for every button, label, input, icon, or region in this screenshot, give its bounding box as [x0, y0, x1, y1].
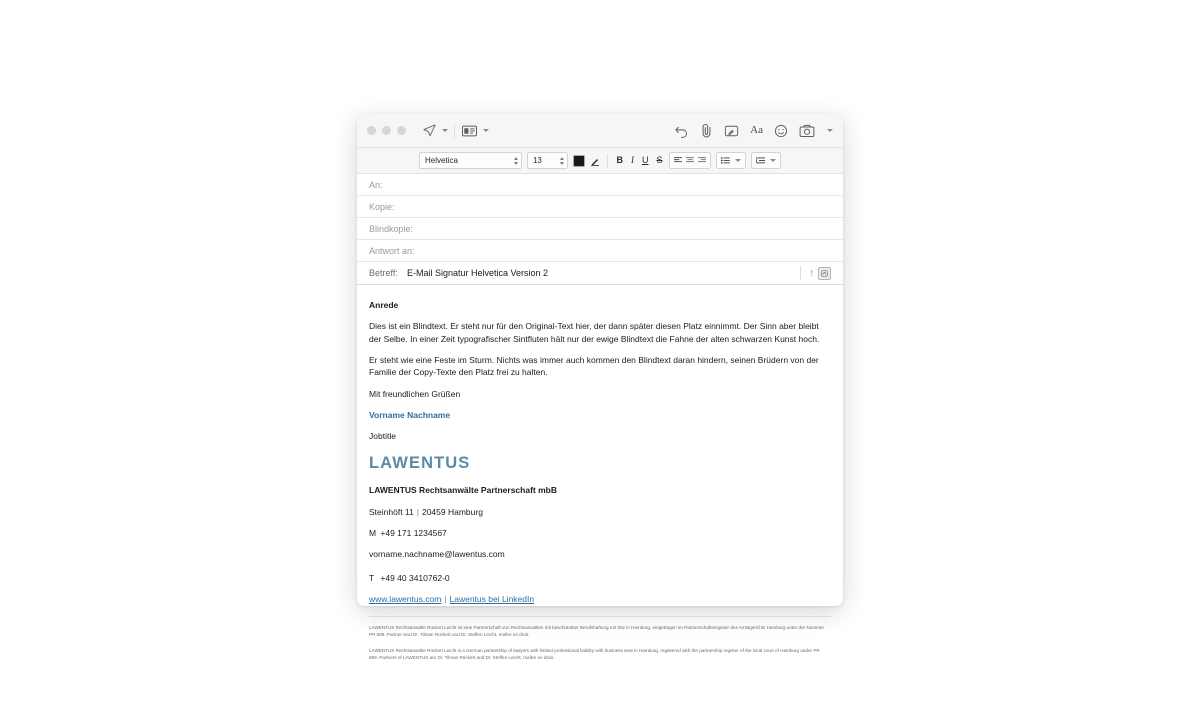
compose-window: [357, 114, 843, 660]
links-separator: |: [444, 593, 447, 604]
signature-jobtitle: Jobtitle: [369, 431, 396, 442]
list-group[interactable]: [716, 152, 746, 169]
address-separator: |: [416, 506, 419, 517]
undo-arrow-icon[interactable]: [674, 124, 689, 137]
format-toolbar: [357, 148, 843, 174]
bullet-list-icon[interactable]: [721, 157, 730, 164]
send-chevron-down-icon[interactable]: [442, 129, 448, 132]
bcc-field-row[interactable]: [357, 218, 843, 240]
alignment-group[interactable]: [669, 152, 711, 169]
bold-button[interactable]: B: [616, 155, 623, 165]
text-color-swatch[interactable]: [573, 155, 585, 167]
chevron-up-icon: [560, 157, 564, 160]
font-family-value: Helvetica: [424, 156, 458, 165]
stationery-chevron-down-icon[interactable]: [483, 129, 489, 132]
send-paperplane-icon[interactable]: [422, 123, 437, 138]
highlighter-icon[interactable]: [590, 156, 600, 166]
indent-group[interactable]: [751, 152, 781, 169]
indent-chevron-down-icon[interactable]: [770, 159, 776, 162]
to-field-row[interactable]: [357, 174, 843, 196]
signature-name: Vorname Nachname: [369, 409, 451, 420]
mobile-label: M: [369, 528, 377, 539]
subject-divider: [800, 266, 801, 280]
subject-field-row[interactable]: [357, 262, 843, 285]
signature-street: Steinhöft 11: [369, 506, 414, 517]
indent-icon[interactable]: [756, 157, 765, 164]
font-family-stepper[interactable]: [509, 157, 518, 165]
markup-icon[interactable]: [724, 124, 739, 138]
format-divider-1: [607, 154, 608, 168]
signature-phone-block: [369, 572, 825, 606]
website-link[interactable]: www.lawentus.com: [369, 593, 442, 604]
chevron-down-icon: [514, 162, 518, 165]
cc-field-row[interactable]: [357, 196, 843, 218]
close-button[interactable]: [367, 126, 376, 135]
reply-to-field-row[interactable]: [357, 240, 843, 262]
align-left-icon[interactable]: [674, 157, 682, 164]
chevron-down-icon: [560, 162, 564, 165]
subject-input[interactable]: E-Mail Signatur Helvetica Version 2: [407, 268, 549, 278]
photo-browser-icon[interactable]: [799, 124, 815, 138]
legal-divider: [369, 616, 831, 617]
subject-label: Betreff:: [369, 268, 398, 278]
font-size-stepper[interactable]: [555, 157, 564, 165]
signature-links-line: [369, 593, 825, 605]
format-Aa-icon[interactable]: Aa: [750, 124, 763, 136]
emoji-smiley-icon[interactable]: [774, 124, 788, 138]
toolbar-divider: [454, 124, 455, 138]
signature-chooser-icon[interactable]: [818, 267, 831, 280]
subject-controls: [811, 267, 831, 280]
list-chevron-down-icon[interactable]: [735, 159, 741, 162]
phone-number: +49 40 3410762-0: [380, 572, 450, 583]
signature-city: 20459 Hamburg: [421, 506, 483, 517]
priority-marker[interactable]: !: [810, 268, 813, 278]
toolbar-right-group: [674, 123, 833, 138]
italic-button[interactable]: I: [630, 155, 634, 165]
zoom-button[interactable]: [397, 126, 406, 135]
minimize-button[interactable]: [382, 126, 391, 135]
signature-email: vorname.nachname@lawentus.com: [369, 549, 505, 560]
strikethrough-button[interactable]: S: [656, 155, 663, 165]
stationery-icon[interactable]: [461, 124, 478, 138]
phone-label: T: [369, 572, 375, 583]
message-body[interactable]: [357, 285, 843, 671]
font-family-select[interactable]: [419, 152, 522, 169]
window-titlebar: [357, 114, 843, 148]
legal-text-de: LAWENTUS Rechtsanwälte Rückert Leicht ist eine Partnerschaft von Rechtsanwälten mit beschränkter Berufshaftung mit Sitz in Hamburg, eingetragen im Partnerschaftsregister des Amtsgerichts Hamburg unter der Nummer PR 889. Partner sind Dr. Tilman Rückert und Dr. Steffen Leicht, maître en droit.: [369, 625, 825, 638]
legal-text-en: LAWENTUS Rechtsanwälte Rückert Leicht is a German partnership of lawyers with limited professional liability with business seat in Hamburg, registered with the partnership register of the local court of Hamburg under PR 889. Partners of LAWENTUS are Dr. Tilman Rückert and Dr. Steffen Leicht, maître en droit.: [369, 648, 820, 660]
greeting-text: Anrede: [369, 300, 399, 310]
mobile-number: +49 171 1234567: [380, 528, 447, 539]
window-controls: [367, 126, 406, 135]
paperclip-icon[interactable]: [700, 123, 713, 138]
signature-address: [369, 506, 825, 518]
to-label: An:: [369, 179, 383, 190]
body-paragraph-2: Er steht wie eine Feste im Sturm. Nichts was immer auch kommen den Blindtext daran hindern, seinen Brüdern von der Familie der Copy-Texte den Platz frei zu halten.: [369, 354, 819, 378]
font-size-select[interactable]: [527, 152, 568, 169]
font-size-value: 13: [532, 156, 542, 165]
signature-mobile-line: [369, 527, 825, 539]
cc-label: Kopie:: [369, 201, 395, 212]
align-center-icon[interactable]: [686, 157, 694, 164]
align-right-icon[interactable]: [698, 157, 706, 164]
underline-button[interactable]: U: [641, 155, 649, 165]
header-fields: [357, 174, 843, 285]
chevron-up-icon: [514, 157, 518, 160]
reply-to-label: Antwort an:: [369, 245, 415, 256]
bcc-label: Blindkopie:: [369, 223, 414, 234]
signature-mobile-block: [369, 527, 825, 561]
lawentus-logo: LAWENTUS: [369, 453, 471, 472]
signature-phone-line: [369, 572, 825, 584]
signature-firm: LAWENTUS Rechtsanwälte Partnerschaft mbB: [369, 485, 557, 496]
linkedin-link[interactable]: Lawentus bei LinkedIn: [449, 593, 535, 604]
body-paragraph-1: Dies ist ein Blindtext. Er steht nur für den Original-Text hier, der dann später diesen Platz einnimmt. Der Sinn aber bleibt der Selbe. In einer Zeit typografischer Sintfluten hält nur der ewige Blindtext die Fahne der alten schwarzen Kunst hoch.: [369, 321, 820, 344]
toolbar-left-group: [422, 123, 489, 138]
closing-text: Mit freundlichen Grüßen: [369, 388, 461, 399]
photo-chevron-down-icon[interactable]: [827, 129, 833, 132]
